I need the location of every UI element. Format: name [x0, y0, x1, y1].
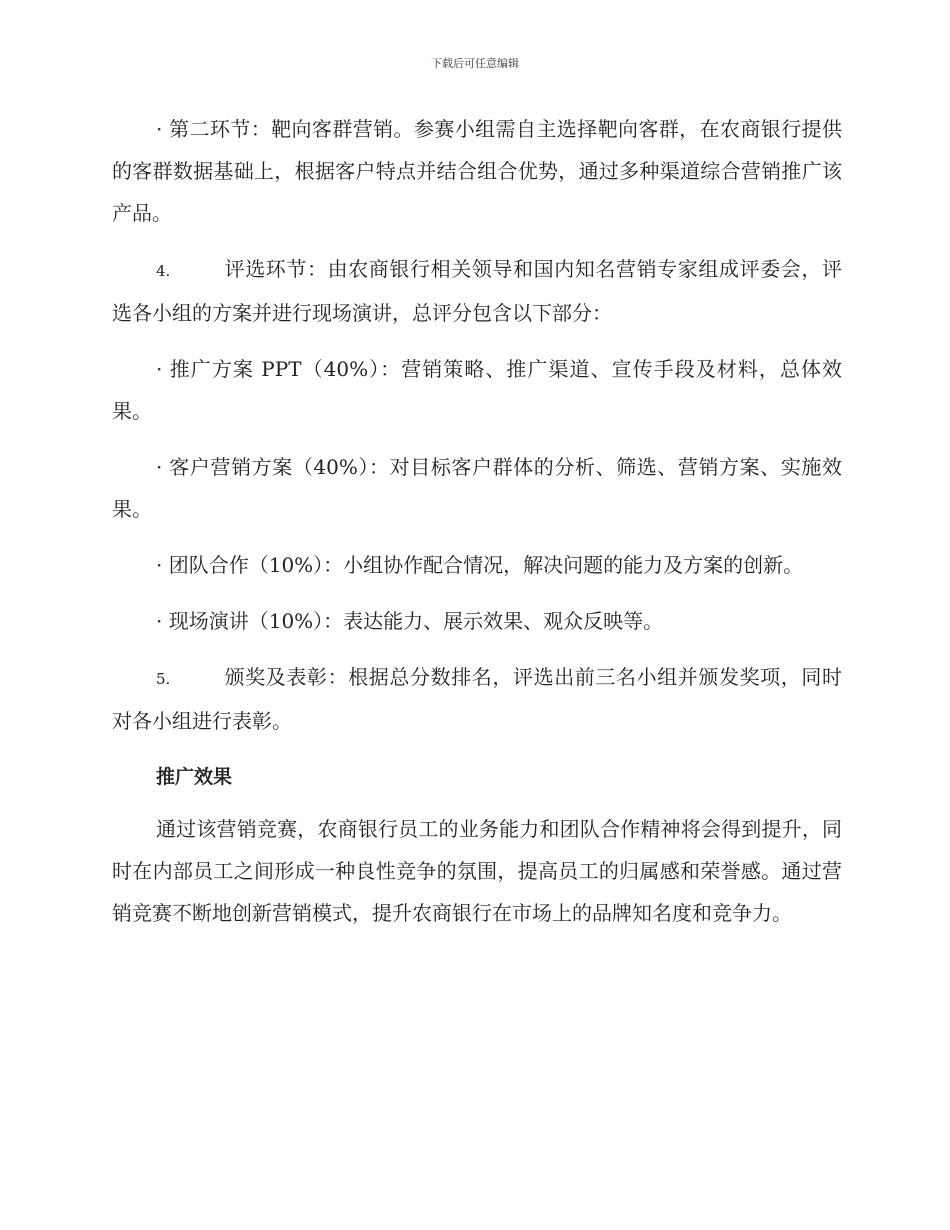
item-number: 4. [156, 262, 171, 280]
numbered-item-5 [112, 656, 842, 742]
bullet-customer-plan: · 客户营销方案（40%）：对目标客户群体的分析、筛选、营销方案、实施效果。 [112, 455, 842, 521]
item-text: 评选环节：由农商银行相关领导和国内知名营销专家组成评委会，评选各小组的方案并进行现场演讲，总评分包含以下部分： [112, 257, 842, 325]
page-header: 下载后可任意编辑 [431, 57, 519, 70]
numbered-item-4 [112, 248, 842, 334]
section-body: 通过该营销竞赛，农商银行员工的业务能力和团队合作精神将会得到提升，同时在内部员工之间形成一种良性竞争的氛围，提高员工的归属感和荣誉感。通过营销竞赛不断地创新营销模式，提升农商银行在市场上的品牌知名度和竞争力。 [112, 817, 842, 925]
section-heading: 推广效果 [156, 766, 233, 788]
item-text: 颁奖及表彰：根据总分数排名，评选出前三名小组并颁发奖项，同时对各小组进行表彰。 [112, 665, 842, 733]
bullet-second-stage: · 第二环节：靶向客群营销。参赛小组需自主选择靶向客群，在农商银行提供的客群数据基础上，根据客户特点并结合组合优势，通过多种渠道综合营销推广该产品。 [112, 117, 842, 225]
bullet-ppt-plan: · 推广方案 PPT（40%）：营销策略、推广渠道、宣传手段及材料，总体效果。 [112, 357, 842, 423]
item-number: 5. [156, 670, 171, 688]
bullet-teamwork: · 团队合作（10%）：小组协作配合情况，解决问题的能力及方案的创新。 [156, 553, 804, 577]
bullet-presentation: · 现场演讲（10%）：表达能力、展示效果、观众反映等。 [156, 609, 664, 633]
document-body [112, 108, 842, 948]
